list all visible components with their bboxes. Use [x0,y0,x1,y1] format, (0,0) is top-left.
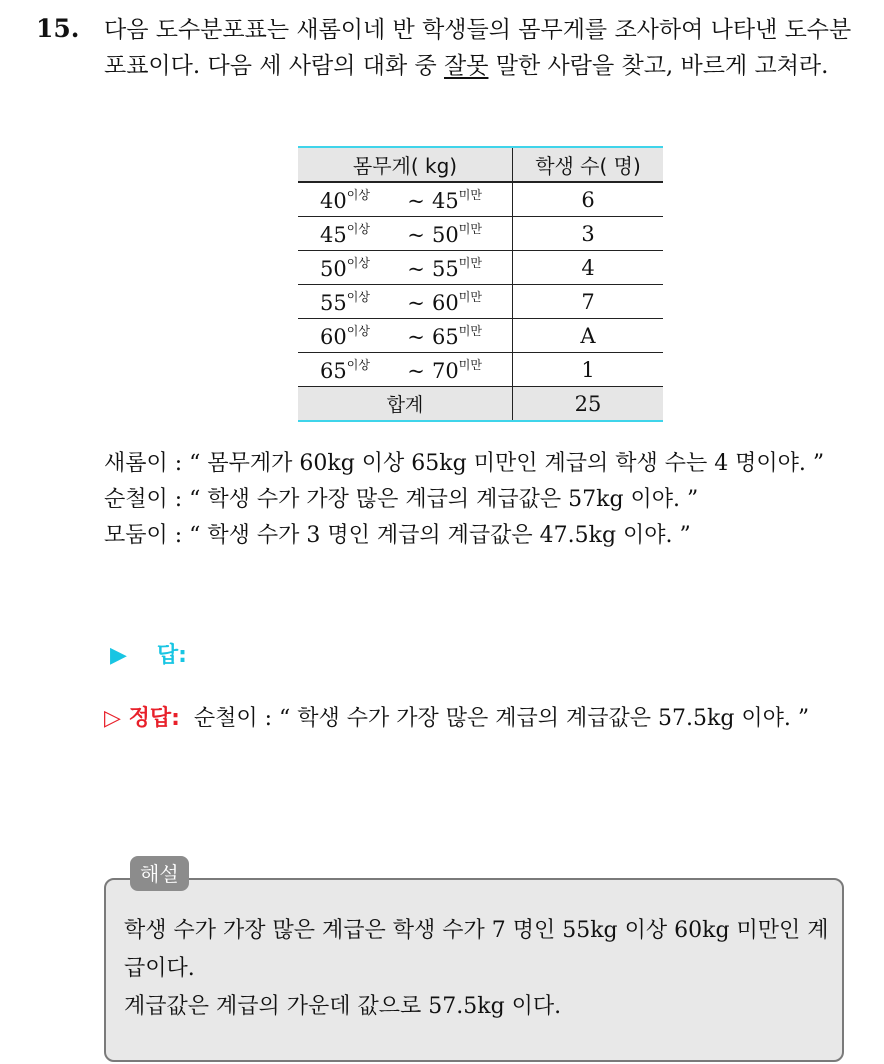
class-upper: 65 [432,325,459,349]
question-text [104,12,864,84]
table-total-row [298,387,663,422]
upper-suffix: 미만 [458,358,482,372]
tilde: ~ [407,257,425,281]
class-lower: 50 [320,257,347,281]
upper-suffix: 미만 [458,188,482,202]
table-row [298,353,663,387]
upper-suffix: 미만 [458,222,482,236]
lower-suffix: 이상 [346,324,370,338]
class-count: 1 [513,353,664,387]
dialog-line-saerom: 새롬이 : “ 몸무게가 60kg 이상 65kg 미만인 계급의 학생 수는 4 명이야. ” [104,451,825,476]
lower-suffix: 이상 [346,256,370,270]
question-text-part1: 다음 도수분포표는 새롬이네 반 학생들의 몸무게를 조사하여 나타낸 도수분포표이다. 다음 세 사람의 대화 중 [104,17,852,79]
dialog-line-modum: 모둠이 : “ 학생 수가 3 명인 계급의 계급값은 47.5kg 이야. ” [104,523,691,548]
class-lower: 60 [320,325,347,349]
tilde: ~ [407,359,425,383]
question-text-underlined: 잘못 [444,53,489,79]
tilde: ~ [407,325,425,349]
class-range [298,319,513,353]
table-row [298,319,663,353]
class-upper: 60 [432,291,459,315]
class-upper: 70 [432,359,459,383]
explanation-line-1: 학생 수가 가장 많은 계급은 학생 수가 7 명인 55kg 이상 60kg 미만인 계급이다. [124,918,829,981]
explanation-text [124,912,844,1026]
frequency-table [298,146,663,422]
dialog [104,446,864,554]
upper-suffix: 미만 [458,290,482,304]
lower-suffix: 이상 [346,222,370,236]
table-row [298,182,663,217]
total-label: 합계 [298,387,513,422]
class-upper: 55 [432,257,459,281]
question-text-part2: 말한 사람을 찾고, 바르게 고쳐라. [488,53,829,79]
class-range [298,251,513,285]
total-value: 25 [513,387,664,422]
class-upper: 50 [432,223,459,247]
correct-answer [104,700,864,738]
class-lower: 45 [320,223,347,247]
answer-label [110,638,187,669]
class-count: 6 [513,182,664,217]
class-range [298,217,513,251]
class-range [298,353,513,387]
lower-suffix: 이상 [346,290,370,304]
table-row [298,285,663,319]
class-range [298,285,513,319]
tilde: ~ [407,291,425,315]
answer-text: 답: [156,643,187,668]
class-lower: 40 [320,189,347,213]
explanation-tag: 해설 [130,856,189,891]
table-row [298,251,663,285]
header-weight: 몸무게( kg) [298,147,513,182]
tilde: ~ [407,189,425,213]
class-lower: 65 [320,359,347,383]
explanation-line-2: 계급값은 계급의 가운데 값으로 57.5kg 이다. [124,994,562,1019]
lower-suffix: 이상 [346,188,370,202]
question-number: 15. [36,14,80,43]
class-upper: 45 [432,189,459,213]
play-triangle-icon: ▶ [110,643,127,668]
class-range [298,182,513,217]
tilde: ~ [407,223,425,247]
header-count: 학생 수( 명) [513,147,664,182]
class-count: 4 [513,251,664,285]
correct-answer-label: ▷ 정답: [104,706,180,731]
class-count: 7 [513,285,664,319]
upper-suffix: 미만 [458,256,482,270]
class-lower: 55 [320,291,347,315]
class-count: 3 [513,217,664,251]
dialog-line-suncheol: 순철이 : “ 학생 수가 가장 많은 계급의 계급값은 57kg 이야. ” [104,487,699,512]
table-header-row [298,147,663,182]
lower-suffix: 이상 [346,358,370,372]
table-row [298,217,663,251]
correct-answer-text: 순철이 : “ 학생 수가 가장 많은 계급의 계급값은 57.5kg 이야. ” [193,706,810,731]
upper-suffix: 미만 [458,324,482,338]
class-count: A [513,319,664,353]
